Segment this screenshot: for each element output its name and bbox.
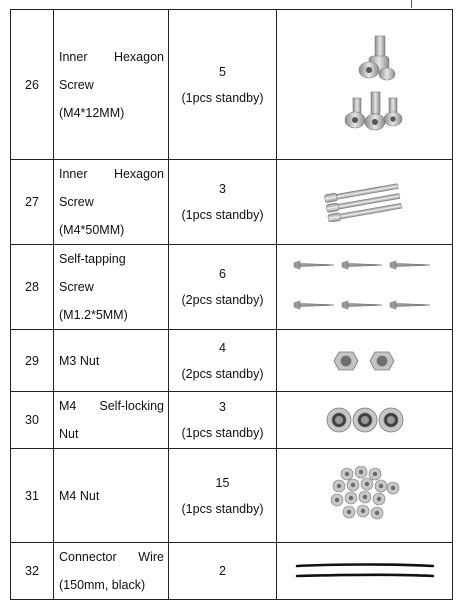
quantity-standby: (1pcs standby) xyxy=(181,90,264,105)
item-name-line: Connector Wire xyxy=(59,550,164,564)
item-name xyxy=(54,449,169,543)
item-name-line: Inner Hexagon xyxy=(59,167,164,181)
quantity-value: 5 xyxy=(219,64,226,79)
item-name xyxy=(54,543,169,600)
item-quantity xyxy=(169,543,277,600)
item-image xyxy=(277,543,453,600)
table-row-28 xyxy=(11,245,453,330)
quantity-value: 15 xyxy=(215,475,230,490)
item-image xyxy=(277,449,453,543)
item-name-line: Self-tapping xyxy=(59,252,126,266)
quantity-value: 6 xyxy=(219,267,226,281)
item-name-line: Screw xyxy=(59,77,94,92)
quantity-standby: (1pcs standby) xyxy=(181,501,264,516)
item-name-line: M4 Nut xyxy=(59,488,100,503)
connector-wire-icon xyxy=(295,559,435,583)
item-name xyxy=(54,392,169,449)
item-number: 28 xyxy=(11,245,54,330)
item-name-line: M3 Nut xyxy=(59,353,100,368)
item-number: 32 xyxy=(11,543,54,600)
item-name xyxy=(54,245,169,330)
item-quantity xyxy=(169,160,277,245)
quantity-standby: (2pcs standby) xyxy=(181,293,264,307)
table-row-29 xyxy=(11,330,453,392)
m4-nut-pile-icon xyxy=(327,466,403,526)
item-name-line: Inner Hexagon xyxy=(59,49,164,64)
item-number: 31 xyxy=(11,449,54,543)
parts-table xyxy=(10,9,453,600)
item-number: 29 xyxy=(11,330,54,392)
item-quantity xyxy=(169,10,277,160)
item-image xyxy=(277,245,453,330)
item-name xyxy=(54,10,169,160)
item-name-line: (M4*12MM) xyxy=(59,105,125,120)
item-quantity xyxy=(169,392,277,449)
quantity-standby: (1pcs standby) xyxy=(181,426,264,440)
item-name-line: (M4*50MM) xyxy=(59,223,125,237)
quantity-value: 3 xyxy=(219,400,226,414)
item-name xyxy=(54,160,169,245)
item-name-line: Nut xyxy=(59,427,79,441)
table-row-26 xyxy=(11,10,453,160)
item-number: 26 xyxy=(11,10,54,160)
item-number: 30 xyxy=(11,392,54,449)
item-name-line: Screw xyxy=(59,280,94,294)
hex-screw-short-icon xyxy=(305,30,425,140)
table-row-31 xyxy=(11,449,453,543)
item-image xyxy=(277,10,453,160)
table-row-27 xyxy=(11,160,453,245)
quantity-value: 4 xyxy=(219,340,226,355)
item-quantity xyxy=(169,330,277,392)
table-row-30 xyxy=(11,392,453,449)
self-locking-nut-icon xyxy=(325,404,405,436)
self-tapping-screw-icon xyxy=(290,255,440,319)
page-corner-mark xyxy=(411,0,412,8)
item-name-line: (M1.2*5MM) xyxy=(59,308,128,322)
item-name-line: (150mm, black) xyxy=(59,578,146,592)
item-number: 27 xyxy=(11,160,54,245)
item-image xyxy=(277,160,453,245)
quantity-standby: (1pcs standby) xyxy=(181,208,264,222)
item-quantity xyxy=(169,245,277,330)
quantity-value: 3 xyxy=(219,182,226,196)
item-quantity xyxy=(169,449,277,543)
item-name-line: Screw xyxy=(59,195,94,209)
item-name-line: M4 Self-locking xyxy=(59,399,164,413)
quantity-standby: (2pcs standby) xyxy=(181,366,264,381)
hex-screw-long-icon xyxy=(320,182,410,222)
item-image xyxy=(277,392,453,449)
quantity-value: 2 xyxy=(219,564,226,578)
item-name xyxy=(54,330,169,392)
table-row-32 xyxy=(11,543,453,600)
m3-nut-icon xyxy=(330,348,400,374)
item-image xyxy=(277,330,453,392)
